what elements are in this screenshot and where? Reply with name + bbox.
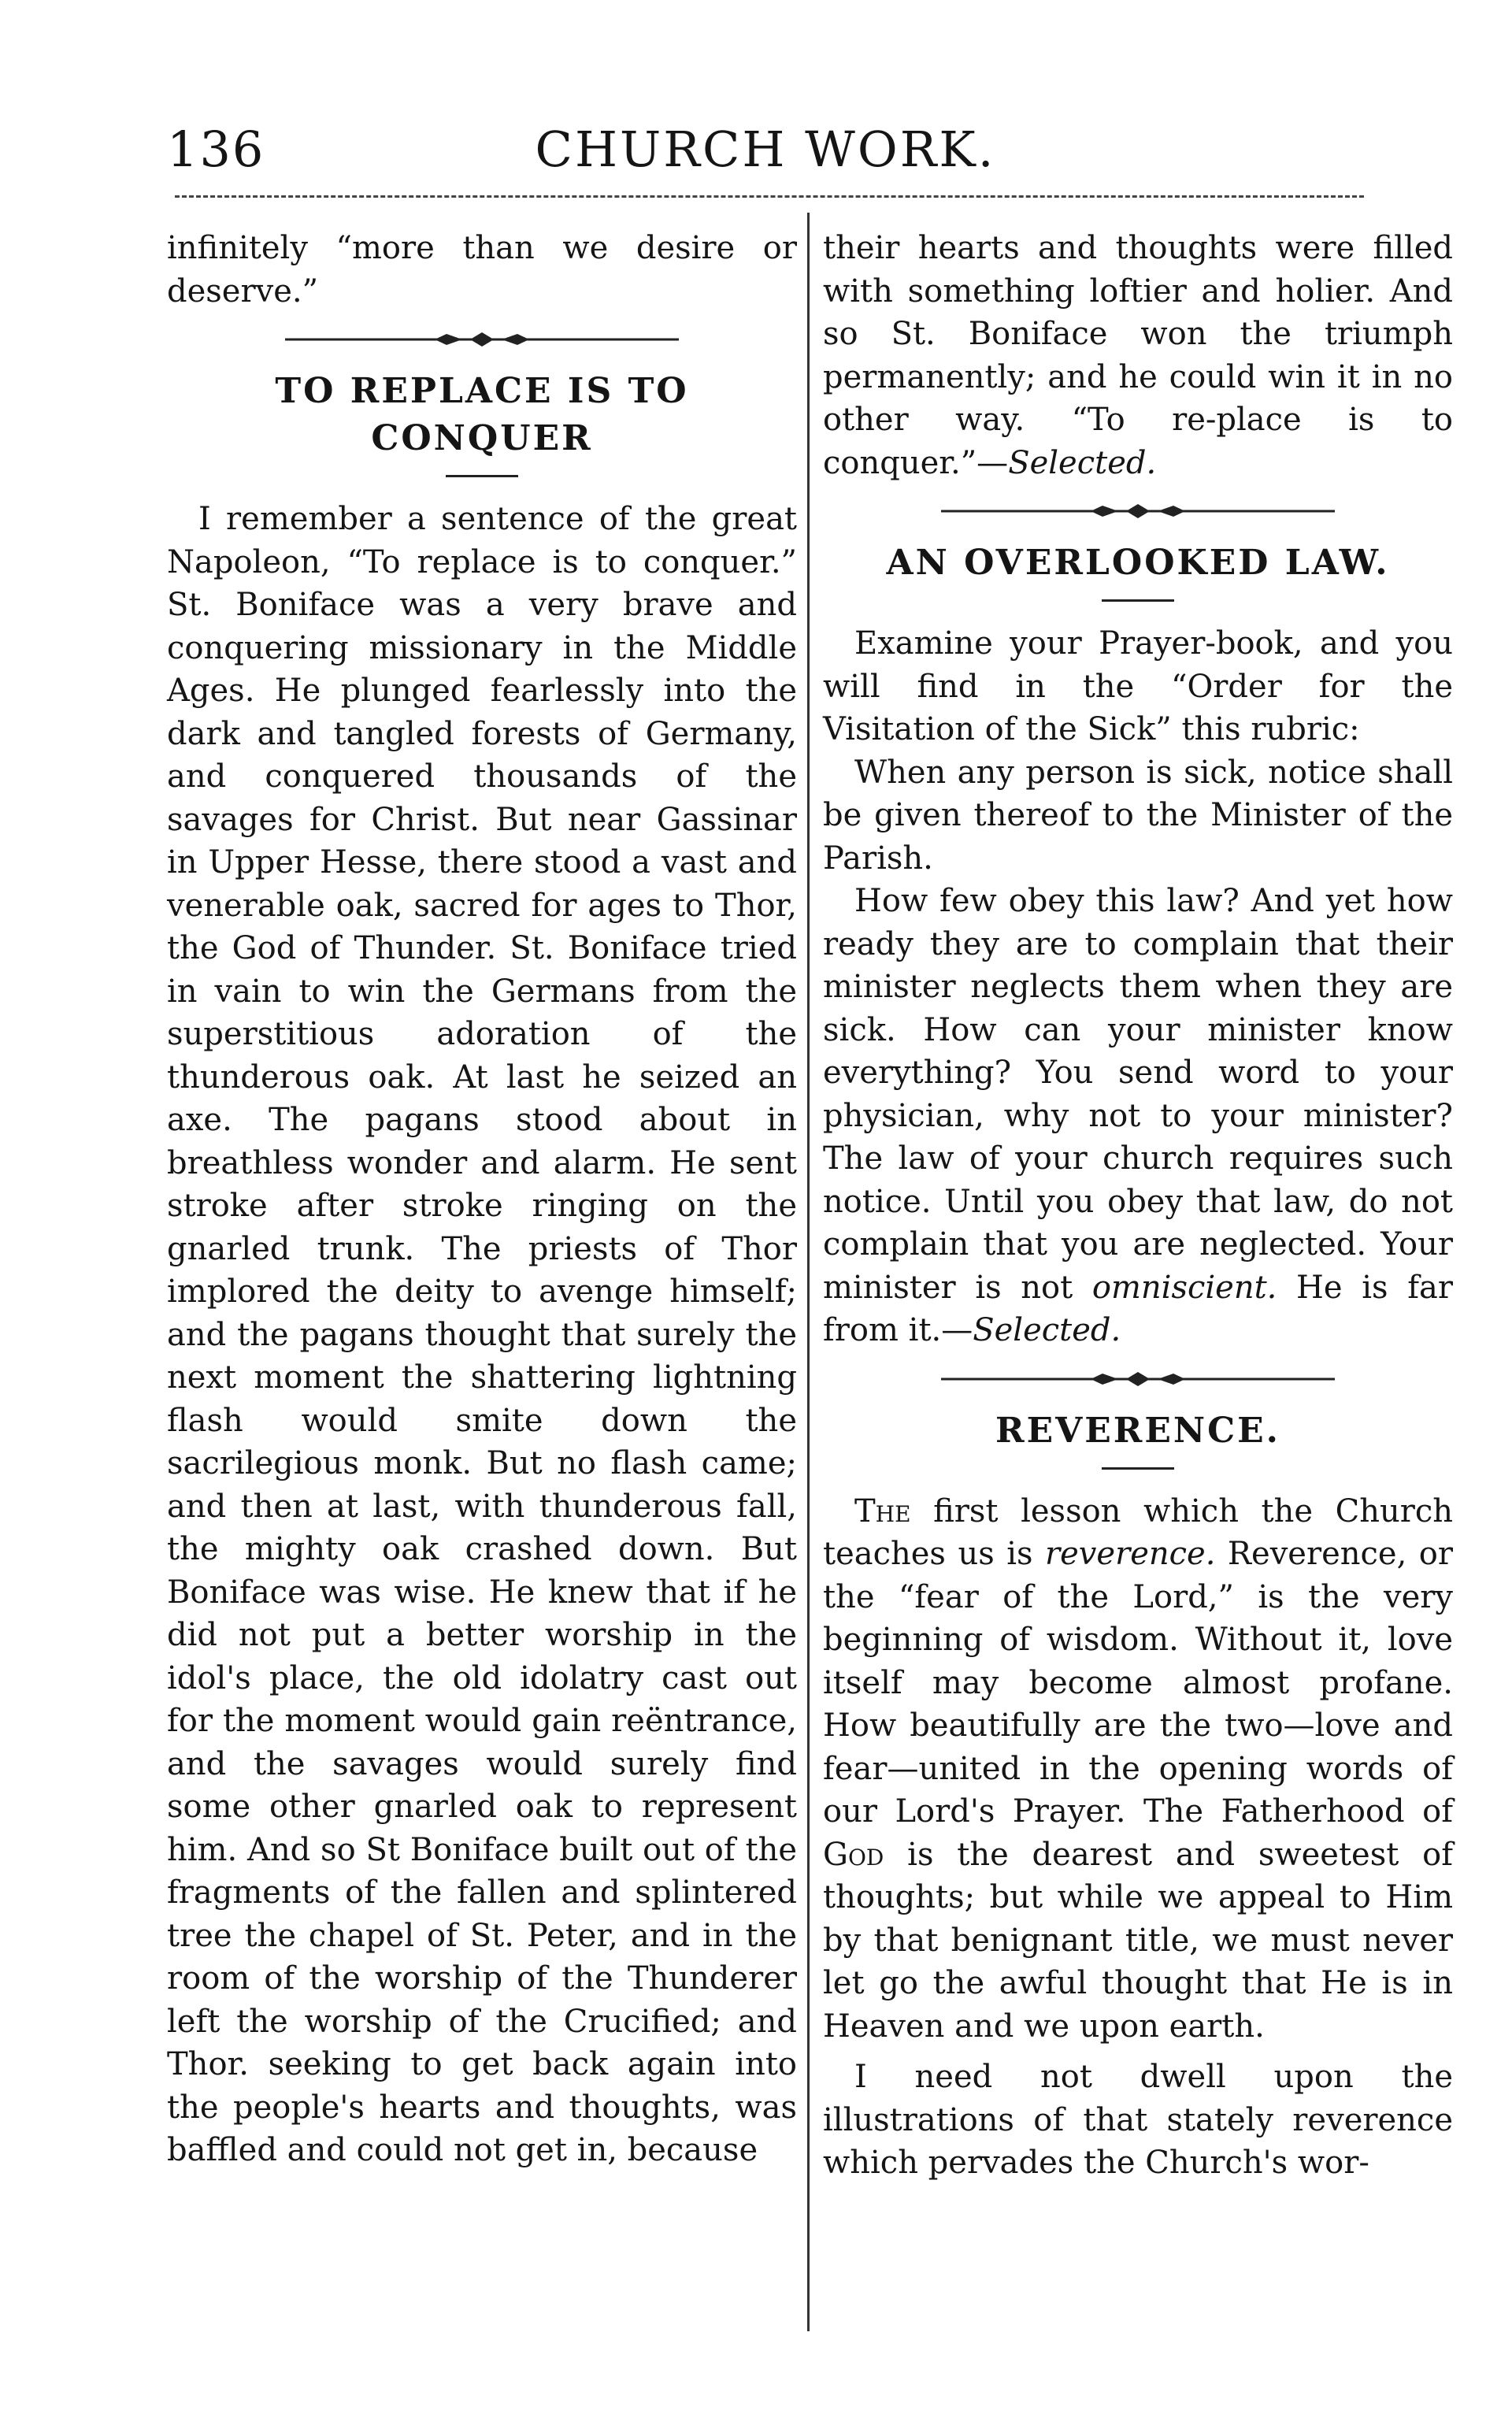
ornament-divider xyxy=(933,500,1343,522)
column-divider xyxy=(807,213,810,2331)
article-body-reverence-2: I need not dwell upon the illustrations of that stately reverence which pervades the Church's wor- xyxy=(823,2059,1453,2181)
article-body-replace: I remember a sentence of the great Napoleon, “To replace is to conquer.” St. Boniface was a very brave and conquering missionary in the Middle Ages. He plunged fearlessly into the dark and tangled forests of Germany, and conquered thousands of the savages for Christ. But near Gassinar in Upper Hesse, there stood a vast and venerable oak, sacred for ages to Thor, the God of Thunder. St. Boniface tried in vain to win the Germans from the superstitious adoration of the thunderous oak. At last he seized an axe. The pagans stood about in breathless wonder and alarm. He sent stroke after stroke ringing on the gnarled trunk. The priests of Thor implored the deity to avenge himself; and the pagans thought that surely the next moment the shattering lightning flash would smite down the sacrilegious monk. But no flash came; and then at last, with thunderous fall, the mighty oak crashed down. But Boniface was wise. He knew that if he did not put a better worship in the idol's place, the old idolatry cast out for the moment would gain reëntrance, and the savages would surely find some other gnarled oak to represent him. And so St Boniface built out of the fragments of the fallen and splintered tree the chapel of St. Peter, and in the room of the worship of the Thunderer left the worship of the Crucified; and Thor. seeking to get back again into the people's hearts and thoughts, was baffled and could not get in, because xyxy=(167,501,797,2168)
emphasis-text: reverence. xyxy=(1045,1536,1216,1572)
ornament-divider xyxy=(933,1368,1343,1390)
body-text: first lesson which the Church teaches us is xyxy=(823,1492,1453,1572)
running-title: CHURCH WORK. xyxy=(535,121,996,178)
source-credit: Selected. xyxy=(1008,444,1157,481)
emphasis-text: omniscient. xyxy=(1091,1269,1277,1306)
page-number: 136 xyxy=(167,121,265,178)
title-rule xyxy=(446,475,518,477)
left-column xyxy=(167,227,797,2172)
continuation-text: infinitely “more than we desire or deserve.” xyxy=(167,230,797,310)
article-body-reverence xyxy=(823,1490,1453,2049)
article-body-overlooked-law xyxy=(823,880,1453,1352)
page-header xyxy=(167,118,1364,181)
article-intro: Examine your Prayer-book, and you will find in the “Order for the Visitation of the Sick” this rubric: xyxy=(823,625,1453,747)
body-text: How few obey this law? And yet how ready they are to complain that their minister neglects them when they are sick. How can your minister know everything? You send word to your physician, why not to your minister? The law of your church requires such notice. Until you obey that law, do not complain that you are neglected. Your minister is not xyxy=(823,883,1453,1306)
body-text: is the dearest and sweetest of thoughts; but while we appeal to Him by that benignant title, we must never let go the awful thought that He is in Heaven and we upon earth. xyxy=(823,1836,1453,2045)
body-text: Reverence, or the “fear of the Lord,” is the very beginning of wisdom. Without it, love itself may become almost profane. How beautifully are the two—love and fear—united in the opening words of our Lord's Prayer. The Fatherhood of xyxy=(823,1536,1453,1830)
title-rule xyxy=(1102,1467,1174,1470)
article-continued xyxy=(823,227,1453,484)
continued-text: their hearts and thoughts were filled with something loftier and holier. And so St. Boniface won the triumph permanently; and he could win it in no other way. “To re-place is to conquer.”— xyxy=(823,230,1453,481)
title-rule xyxy=(1102,599,1174,602)
ornament-divider xyxy=(277,328,687,350)
rubric-text: When any person is sick, notice shall be given thereof to the Minister of the Parish. xyxy=(823,754,1453,877)
source-credit: Selected. xyxy=(973,1312,1121,1348)
small-caps-god: God xyxy=(823,1836,884,1873)
lead-word: The xyxy=(854,1492,911,1530)
article-title-overlooked-law: AN OVERLOOKED LAW. xyxy=(886,543,1390,583)
body-text: He is far from it.— xyxy=(823,1269,1453,1348)
article-title-replace: TO REPLACE IS TO CONQUER xyxy=(275,371,689,458)
right-column xyxy=(823,227,1453,2185)
header-rule xyxy=(175,195,1364,198)
article-title-reverence: REVERENCE. xyxy=(995,1410,1280,1451)
